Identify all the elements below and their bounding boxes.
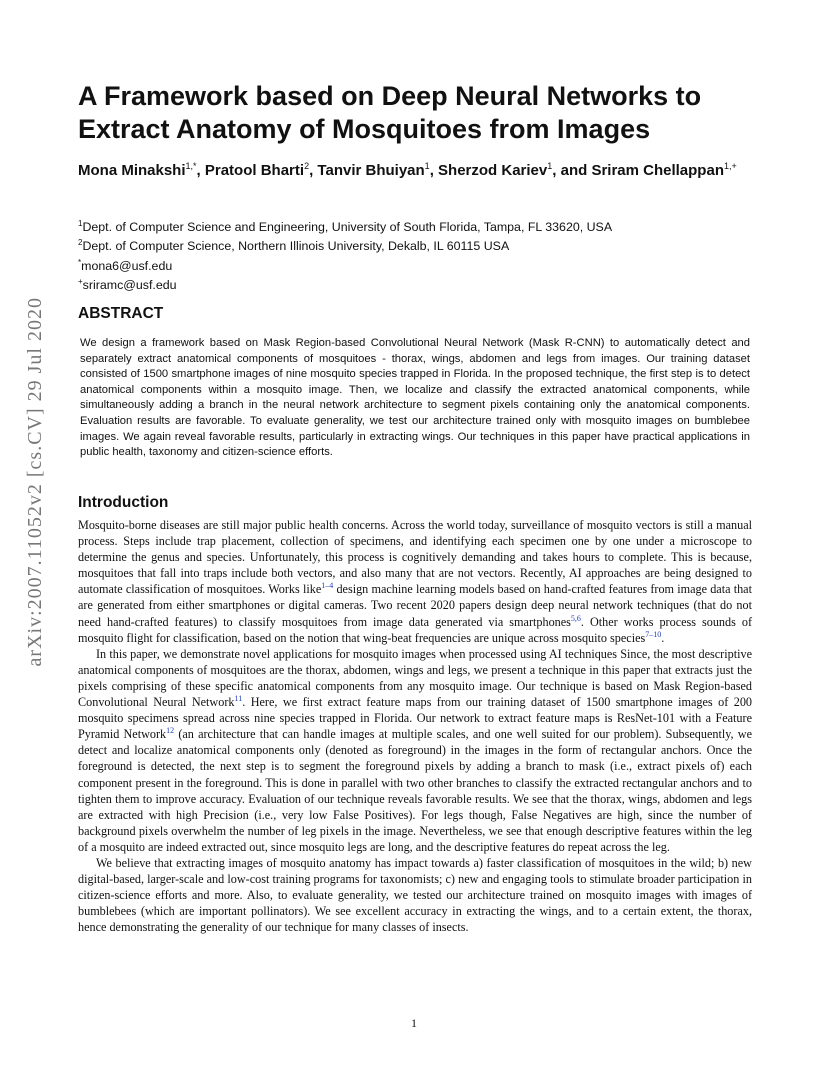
author-affiliation-mark: 1 xyxy=(547,161,553,171)
paragraph xyxy=(78,517,752,646)
author-affiliation-mark: 1 xyxy=(424,161,430,171)
author-separator: , and xyxy=(552,162,592,179)
author-name: Sriram Chellappan xyxy=(591,162,724,179)
introduction-body xyxy=(78,517,752,935)
author-name: Mona Minakshi xyxy=(78,162,186,179)
paragraph xyxy=(78,646,752,855)
page-number: 1 xyxy=(411,1016,417,1030)
author-separator: , xyxy=(429,162,439,179)
author-name: Tanvir Bhuiyan xyxy=(317,162,425,179)
affiliation-line xyxy=(78,235,758,254)
author-name: Sherzod Kariev xyxy=(438,162,548,179)
email-line xyxy=(78,255,758,274)
arxiv-identifier: arXiv:2007.11052v2 [cs.CV] 29 Jul 2020 xyxy=(23,297,46,667)
affiliation-mark: 1 xyxy=(78,219,83,228)
paragraph-text: . Other works process sounds of mosquito flight for classification, based on the notion that wing-beat frequencies are unique across mosquito species xyxy=(78,614,753,645)
author-affiliation-mark: 2 xyxy=(304,161,310,171)
author-name: Pratool Bharti xyxy=(204,162,305,179)
introduction-heading: Introduction xyxy=(78,494,169,511)
citation-link[interactable]: 5,6 xyxy=(570,613,581,623)
citation-link[interactable]: 11 xyxy=(234,693,243,703)
affiliation-mark: 2 xyxy=(78,238,83,248)
arxiv-identifier-strip xyxy=(20,292,50,672)
paper-title: A Framework based on Deep Neural Networks to Extract Anatomy of Mosquitoes from Images xyxy=(78,81,702,144)
affiliation-text: Dept. of Computer Science, Northern Illinois University, Dekalb, IL 60115 USA xyxy=(82,239,510,254)
author-affiliation-mark: 1,+ xyxy=(723,161,737,171)
email-address[interactable]: sriramc@usf.edu xyxy=(82,278,177,293)
email-mark: + xyxy=(78,276,83,286)
paragraph-text: (an architecture that can handle images at multiple scales, and one well suited for our problem). Subsequently, we detect and localize anatomical components only (denoted as foreground) in the images in the form of rectangular anchors. Once the foreground is detected, the next step is to segment the foreground pixels by adding a branch to mask (i.e., extract pixels of) each component present in the foreground. This is done in parallel with two other branches to classify the extracted rectangular anchors and to tighten them to improve accuracy. Evaluation of our technique reveals favorable results. We see that the thorax, wings, abdomen and legs are extracted with high Precision (i.e., very low False Positives). For legs though, False Negatives are high, since the number of background pixels overwhelm the number of leg pixels in the image. Nevertheless, we see that enough descriptive features within the leg of a mosquito are indeed extracted out, since mosquito legs are long, and the descriptive features do repeat across the leg. xyxy=(78,727,752,854)
abstract-text: We design a framework based on Mask Region-based Convolutional Neural Network (Mask R-CNN) to automatically detect and separately extract anatomical components of mosquitoes - thorax, wings, abdomen and legs from images. Our training dataset consisted of 1500 smartphone images of nine mosquito species trapped in Florida. In the proposed technique, the first step is to detect anatomical components within a mosquito image. Then, we localize and classify the extracted anatomical components, while simultaneously adding a branch in the neural network architecture to segment pixels containing only the anatomical components. Evaluation results are favorable. To evaluate generality, we test our architecture trained only with mosquito images on bumblebee images. We again reveal favorable results, particularly in extracting wings. Our techniques in this paper have practical applications in public health, taxonomy and citizen-science efforts. xyxy=(80,337,750,459)
author-affiliation-mark: 1,* xyxy=(185,161,197,171)
paragraph-text: In this paper, we demonstrate novel applications for mosquito images when processed using AI techniques Since, the most descriptive anatomical components of mosquitoes are the thorax, abdomen, wings and legs, we present a technique in this paper that extracts just the pixels comprising of these specific anatomical components from any mosquito image. Our technique is based on Mask Region-based Convolutional Neural Network xyxy=(78,646,752,710)
affiliation-line xyxy=(78,216,758,235)
author-list xyxy=(78,156,758,181)
paragraph-text: Mosquito-borne diseases are still major public health concerns. Across the world today, surveillance of mosquito vectors is still a manual process. Steps include trap placement, collection of specimens, and identifying each specimen one by one under a microscope to determine the genus and species. Unfortunately, this process is cognitively demanding and takes hours to complete. This is because, mosquitoes that fall into traps include both vectors, and also many that are not vectors. Recently, AI approaches are being designed to automate classification of mosquitoes. Works like xyxy=(78,518,752,597)
email-line xyxy=(78,274,758,293)
paragraph-text: . Here, we first extract feature maps from our training dataset of 1500 smartphone images of 200 mosquito specimens spread across nine species trapped in Florida. Our network to extract feature maps is ResNet-101 with a Feature Pyramid Network xyxy=(78,695,753,742)
paragraph-text: design machine learning models based on hand-crafted features from image data that are generated from either smartphones or digital cameras. Two recent 2020 papers design deep neural network techniques (that do not need hand-crafted features) to classify mosquitoes from image data generated via smartphones xyxy=(78,582,752,629)
paragraph-text: . xyxy=(661,630,665,645)
affiliation-list xyxy=(78,216,758,293)
author-separator: , xyxy=(196,162,205,179)
citation-link[interactable]: 1–4 xyxy=(321,581,334,591)
abstract-heading: ABSTRACT xyxy=(78,305,164,322)
citation-link[interactable]: 12 xyxy=(166,726,175,736)
citation-link[interactable]: 7–10 xyxy=(645,629,662,639)
author-separator: , xyxy=(309,162,318,179)
email-address[interactable]: mona6@usf.edu xyxy=(81,258,173,273)
email-mark: * xyxy=(78,257,82,267)
affiliation-text: Dept. of Computer Science and Engineering, University of South Florida, Tampa, FL 33620, USA xyxy=(82,220,613,235)
paragraph: We believe that extracting images of mosquito anatomy has impact towards a) faster classification of mosquitoes in the wild; b) new digital-based, larger-scale and low-cost training programs for taxonomists; c) new and engaging tools to stimulate broader participation in citizen-science efforts and more. Also, to evaluate generality, we tested our architecture trained on mosquito images with images of bumblebees (which are important pollinators). We see excellent accuracy in extracting the wings, and to a certain extent, the thorax, hence demonstrating the generality of our technique for many classes of insects. xyxy=(78,855,752,935)
